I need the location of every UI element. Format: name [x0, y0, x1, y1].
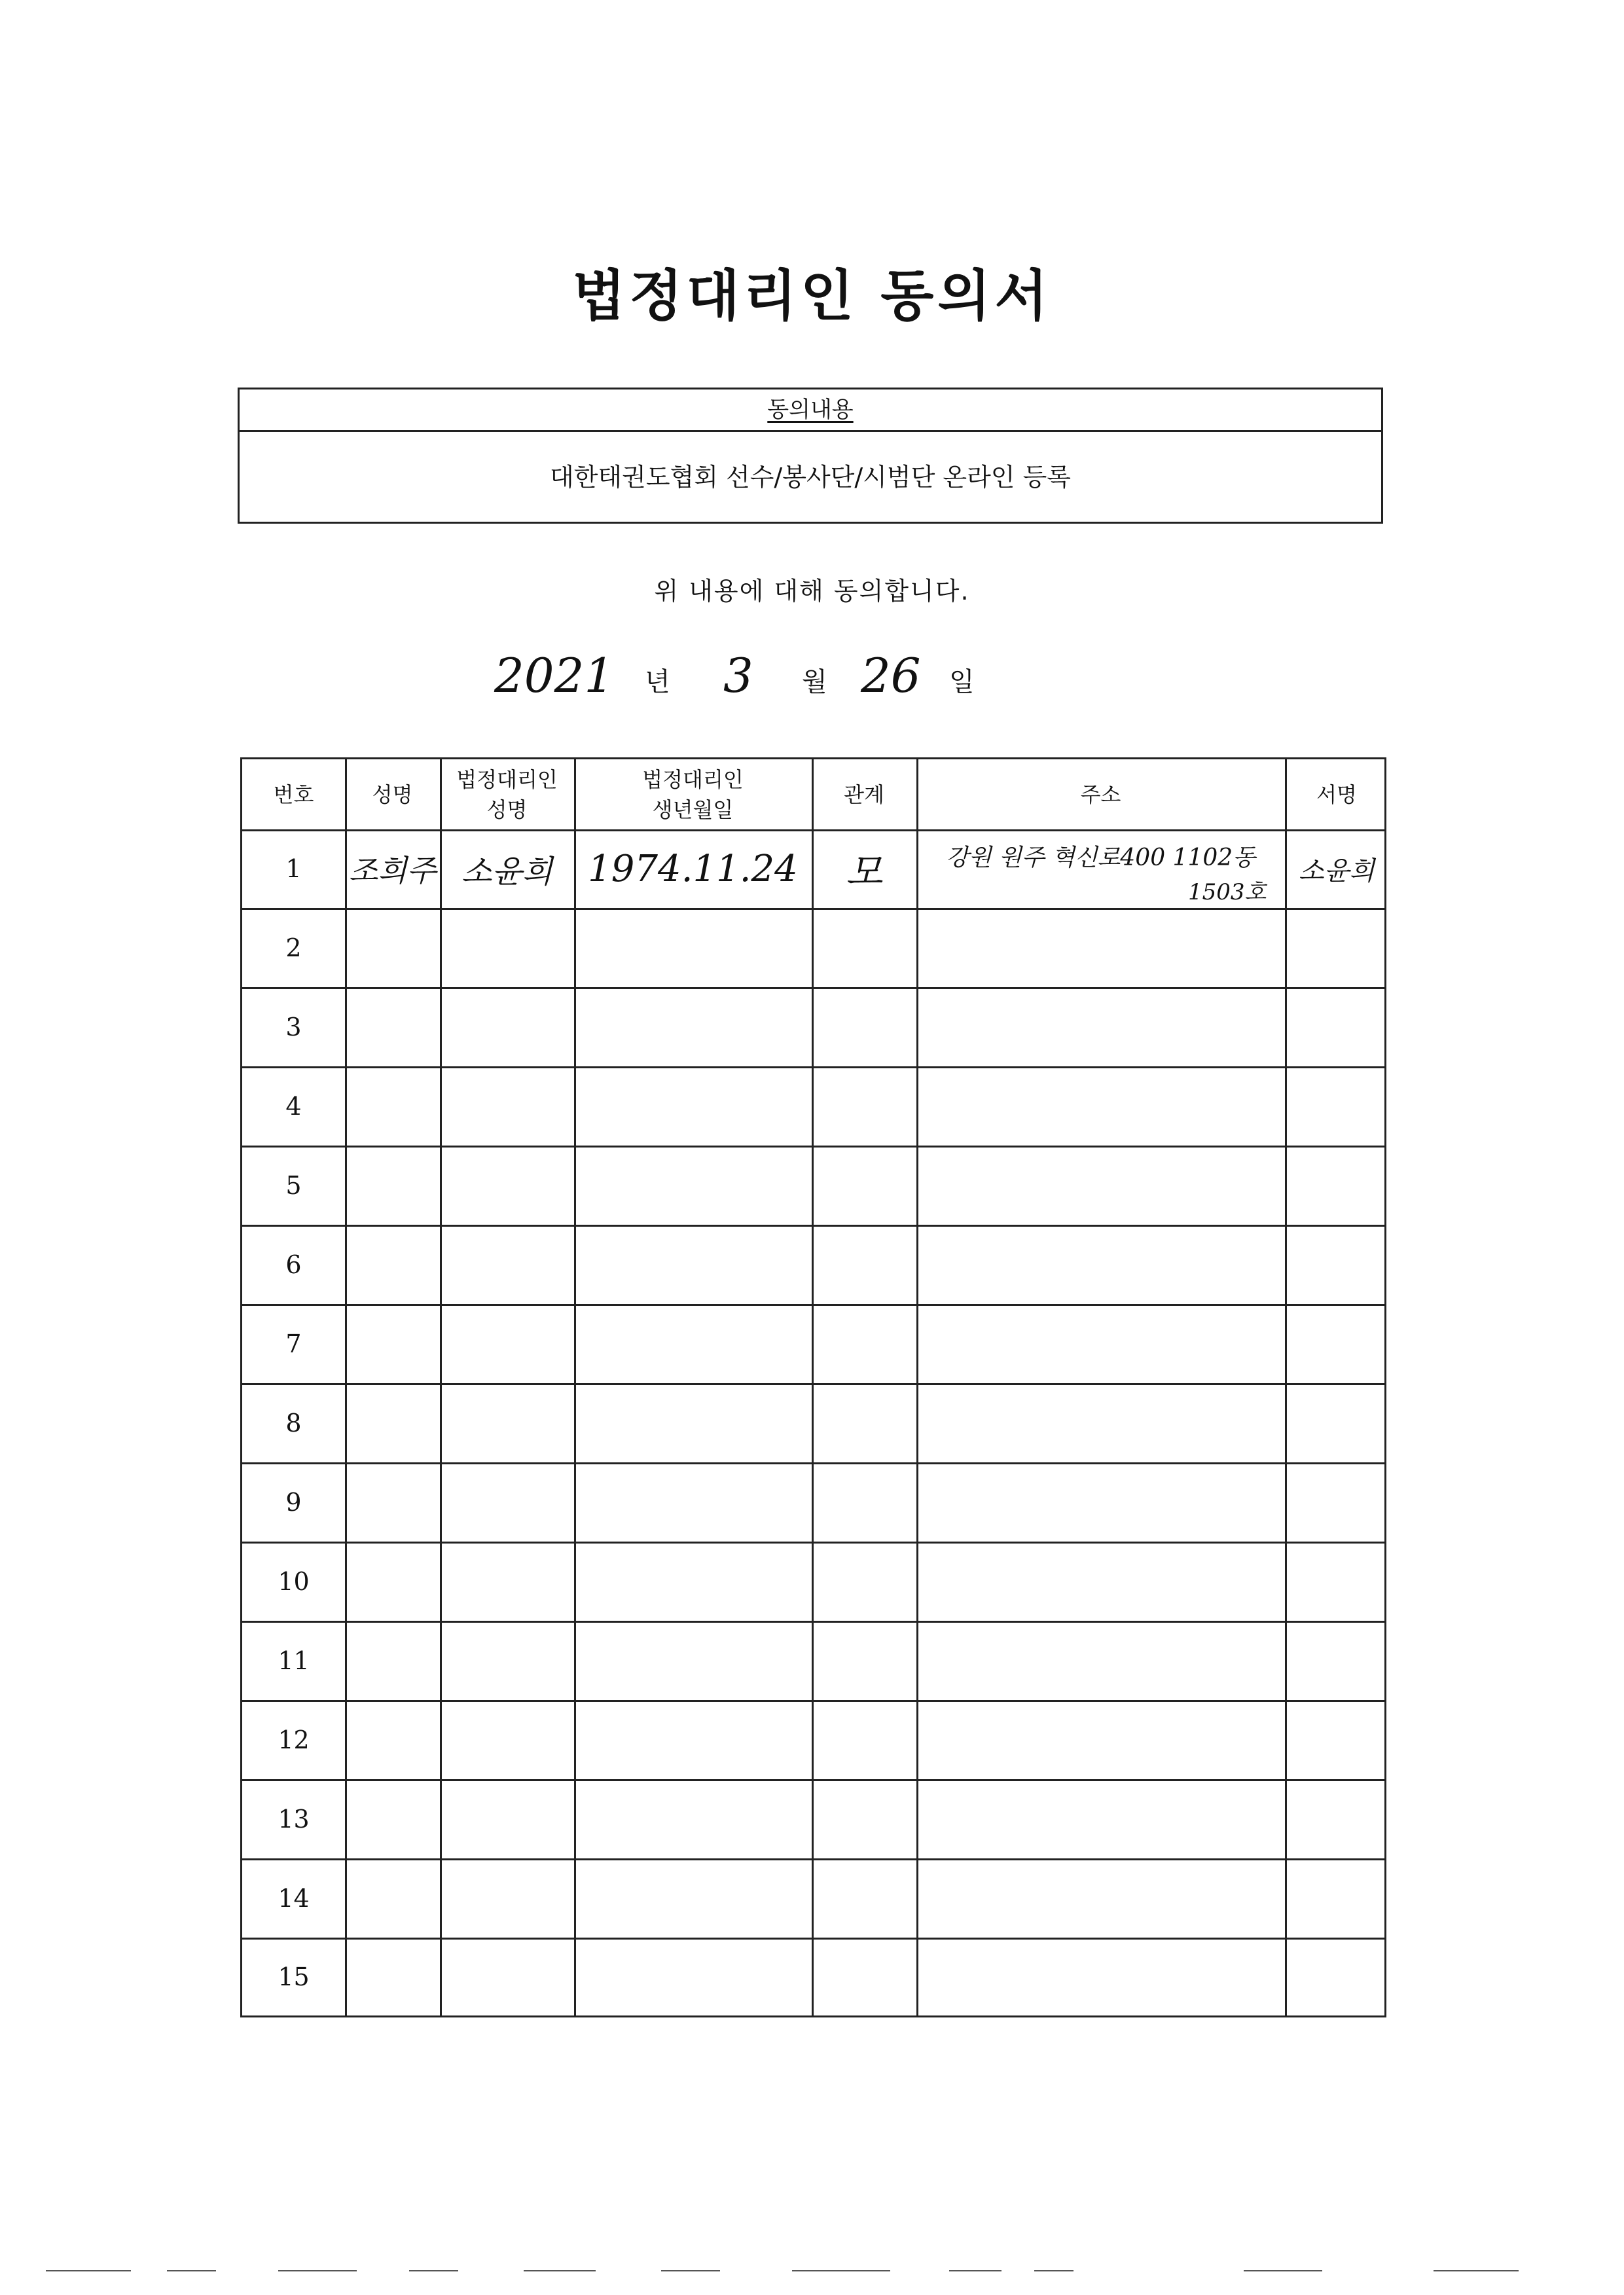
page-title: 법정대리인 동의서 [572, 264, 1052, 328]
header-rep-name-line2: 성명 [486, 797, 528, 822]
table-col-divider [574, 759, 576, 2015]
date-month: 3 [723, 648, 753, 703]
scan-mark [409, 2270, 458, 2271]
header-rep-name [440, 759, 574, 829]
row1-address-line2: 1503호 [1188, 879, 1267, 905]
row-number: 11 [278, 1646, 310, 1675]
scan-mark [661, 2270, 720, 2271]
table-row-divider [242, 1146, 1384, 1148]
scan-mark [167, 2270, 216, 2271]
table-row-divider [242, 1779, 1384, 1781]
consent-header-label: 동의내용 [767, 397, 854, 423]
table-row-divider [242, 987, 1384, 989]
header-rep-name-line1: 법정대리인 [456, 767, 558, 792]
scan-mark [46, 2270, 131, 2271]
table-col-divider [1285, 759, 1287, 2015]
row1-address: 강원 원주 혁신로400 1102동 [946, 844, 1255, 871]
table-row-divider [242, 1700, 1384, 1702]
table-col-divider [440, 759, 442, 2015]
table-row-divider [242, 1066, 1384, 1068]
header-relation: 관계 [844, 782, 884, 807]
row-number: 13 [278, 1804, 310, 1834]
row-number: 9 [285, 1487, 302, 1517]
header-rep-birth-line1: 법정대리인 [642, 767, 744, 792]
table-col-divider [345, 759, 347, 2015]
date-year-label: 년 [645, 667, 670, 697]
row-number: 2 [285, 933, 302, 962]
row-number: 14 [278, 1883, 310, 1913]
scan-mark [1434, 2270, 1519, 2271]
row-number: 7 [285, 1329, 302, 1358]
agree-statement: 위 내용에 대해 동의합니다. [654, 577, 970, 605]
table-row-divider [242, 1621, 1384, 1623]
row-number: 12 [278, 1725, 310, 1754]
row-number: 15 [278, 1962, 310, 1991]
consent-header [240, 389, 1381, 432]
row1-name: 조희주 [348, 853, 437, 888]
table-col-divider [916, 759, 918, 2015]
table-row-divider [242, 1383, 1384, 1385]
table-col-divider [812, 759, 814, 2015]
table-row-divider [242, 1225, 1384, 1227]
table-row-divider [242, 1542, 1384, 1544]
date-day: 26 [861, 648, 921, 703]
header-name: 성명 [372, 782, 413, 807]
row-number: 5 [285, 1170, 302, 1200]
row-number: 10 [278, 1566, 310, 1596]
header-no: 번호 [273, 782, 314, 807]
row1-rep-birth: 1974.11.24 [588, 847, 798, 890]
row-number: 6 [285, 1250, 302, 1279]
header-signature: 서명 [1316, 782, 1357, 807]
scan-mark [1244, 2270, 1322, 2271]
consent-box [238, 388, 1383, 524]
date-year: 2021 [494, 648, 615, 703]
row-number: 8 [285, 1408, 302, 1437]
table-row-divider [242, 1938, 1384, 1940]
scan-mark [278, 2270, 357, 2271]
table-row-divider [242, 1462, 1384, 1464]
consent-table [240, 757, 1386, 2017]
scan-mark [524, 2270, 596, 2271]
date-day-label: 일 [949, 667, 975, 697]
date-month-label: 월 [802, 667, 827, 697]
row-number: 1 [285, 854, 302, 883]
table-row-divider [242, 908, 1384, 910]
header-rep-birth-line2: 생년월일 [652, 797, 734, 822]
scan-mark [1034, 2270, 1074, 2271]
scan-mark [792, 2270, 890, 2271]
header-address: 주소 [1080, 782, 1121, 807]
row1-rep-name: 소윤희 [461, 853, 553, 890]
table-row-divider [242, 1858, 1384, 1860]
row-number: 3 [285, 1012, 302, 1041]
row1-signature: 소윤희 [1299, 856, 1375, 886]
scan-mark [949, 2270, 1001, 2271]
row-number: 4 [285, 1091, 302, 1121]
row1-relation: 모 [845, 850, 883, 894]
consent-body: 대한태권도협회 선수/봉사단/시범단 온라인 등록 [549, 463, 1071, 492]
header-rep-birth [574, 759, 812, 829]
table-row-divider [242, 1304, 1384, 1306]
